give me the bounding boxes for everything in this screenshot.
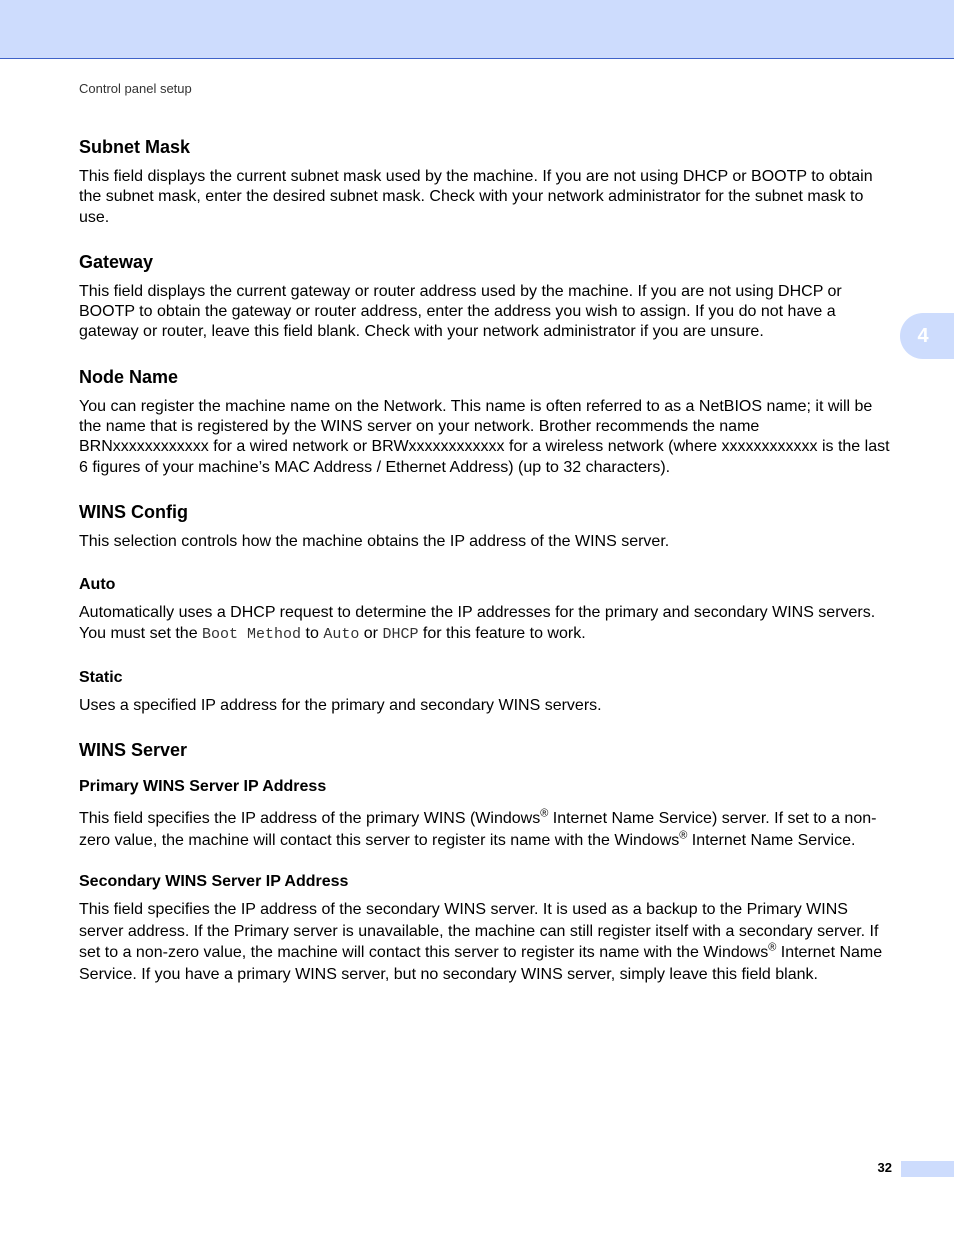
auto-text-4: for this feature to work. <box>418 624 586 642</box>
page-number: 32 <box>877 1160 892 1175</box>
running-header: Control panel setup <box>79 81 192 96</box>
subsection-title-primary-wins: Primary WINS Server IP Address <box>79 778 327 796</box>
section-subnet-mask <box>79 136 891 228</box>
boot-method-code: Boot Method <box>202 625 302 643</box>
section-title-subnet-mask: Subnet Mask <box>79 137 191 157</box>
section-wins-config <box>79 501 891 716</box>
registered-mark: ® <box>679 829 688 842</box>
section-body-node-name: You can register the machine name on the Network. This name is often referred to as a NetBIOS name; it will be the name that is registered by the WINS server on your network. Brother recommends the name BRNxxxxxxxxxxxx for a wired network or BRWxxxxxxxxxxxx for a wireless network (where xxxxxxxxxxxx is the last 6 figures of your machine’s MAC Address / Ethernet Address) (up to 32 characters). <box>79 397 890 476</box>
primary-text-1: This field specifies the IP address of the primary WINS (Windows <box>79 810 541 828</box>
subsection-body-static: Uses a specified IP address for the primary and secondary WINS servers. <box>79 696 602 714</box>
auto-text-3: or <box>359 624 383 642</box>
section-body-gateway: This field displays the current gateway or router address used by the machine. If you are not using DHCP or BOOTP to obtain the gateway or router address, enter the address you wish to assign. If you do not have a gateway or router, leave this field blank. Check with your network administrator if you are unsure. <box>79 282 842 341</box>
section-gateway <box>79 251 891 343</box>
secondary-text-1: This field specifies the IP address of the secondary WINS server. It is used as a backup to the Primary WINS server address. If the Primary server is unavailable, the machine can still register itself with a secondary server. If set to a non-zero value, the machine will contact this server to register its name with the Windows <box>79 901 879 962</box>
primary-text-2: Internet Name Service) server. If set to a non-zero value, the machine will contact this server to register its name with the Windows <box>79 810 877 850</box>
chapter-tab <box>900 313 954 359</box>
chapter-number: 4 <box>917 324 929 347</box>
auto-code: Auto <box>323 625 360 643</box>
section-node-name <box>79 366 891 478</box>
footer-tab <box>901 1161 954 1177</box>
subsection-body-primary-wins <box>79 808 891 852</box>
primary-text-3: Internet Name Service. <box>687 832 856 850</box>
section-title-gateway: Gateway <box>79 251 154 272</box>
page-content <box>79 136 891 1008</box>
subsection-body-auto <box>79 603 891 645</box>
subsection-title-static: Static <box>79 668 123 686</box>
subsection-title-secondary-wins: Secondary WINS Server IP Address <box>79 873 349 891</box>
section-title-node-name: Node Name <box>79 366 179 387</box>
auto-text-1: Automatically uses a DHCP request to determine the IP addresses for the primary and secondary WINS servers. You must set the <box>79 604 876 642</box>
subsection-body-secondary-wins <box>79 899 891 985</box>
registered-mark: ® <box>540 807 549 820</box>
section-title-wins-config: WINS Config <box>79 501 188 522</box>
auto-text-2: to <box>301 624 324 642</box>
dhcp-code: DHCP <box>382 625 419 643</box>
header-band <box>0 0 954 59</box>
section-body-subnet-mask: This field displays the current subnet mask used by the machine. If you are not using DHCP or BOOTP to obtain the subnet mask, enter the desired subnet mask. Check with your network administrator for the subnet mask to use. <box>79 168 873 226</box>
section-title-wins-server: WINS Server <box>79 740 188 761</box>
section-wins-server <box>79 739 891 985</box>
secondary-text-2: Internet Name Service. If you have a primary WINS server, but no secondary WINS server, simply leave this field blank. <box>79 944 883 983</box>
section-body-wins-config: This selection controls how the machine obtains the IP address of the WINS server. <box>79 532 670 550</box>
subsection-title-auto: Auto <box>79 576 116 594</box>
registered-mark: ® <box>768 941 777 954</box>
